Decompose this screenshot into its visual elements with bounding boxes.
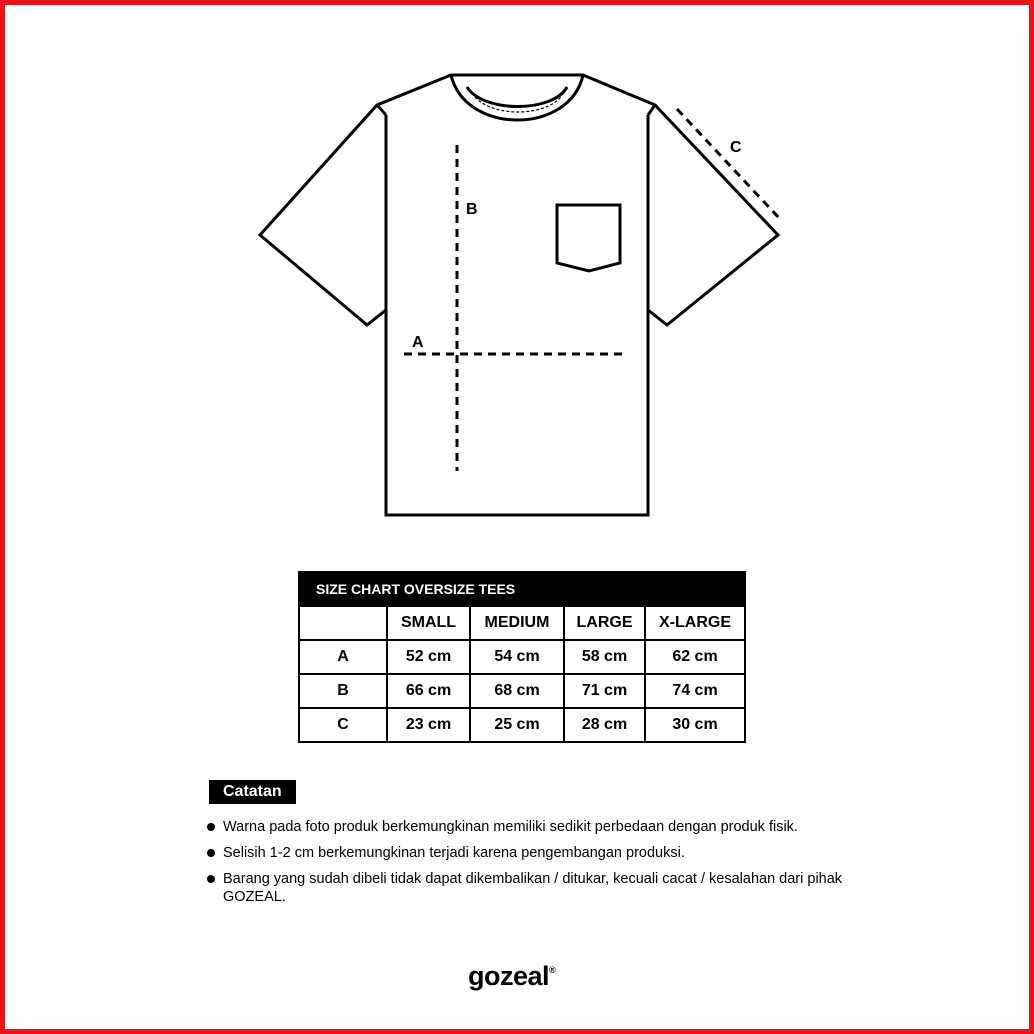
header-cell-empty [299,606,387,640]
note-text: Selisih 1-2 cm berkemungkinan terjadi karena pengembangan produksi. [223,845,685,861]
header-cell-small: SMALL [387,606,470,640]
table-cell: 68 cm [470,674,564,708]
table-row [299,708,745,742]
tshirt-outline [260,75,778,515]
note-text: Warna pada foto produk berkemungkinan memiliki sedikit perbedaan dengan produk fisik. [223,819,798,835]
header-cell-medium: MEDIUM [470,606,564,640]
table-cell: 58 cm [564,640,645,674]
size-chart-table [298,571,746,743]
measure-label-c: C [730,139,742,156]
row-label: A [299,640,387,674]
table-cell: 74 cm [645,674,745,708]
right-shoulder-seam [648,105,655,115]
bullet-icon [207,823,215,831]
table-cell: 25 cm [470,708,564,742]
notes-title: Catatan [209,780,296,804]
notes-list [205,818,845,914]
list-item [205,844,845,862]
table-cell: 71 cm [564,674,645,708]
chest-pocket [557,205,620,271]
table-cell: 66 cm [387,674,470,708]
table-cell: 30 cm [645,708,745,742]
tshirt-diagram [5,5,1029,565]
measure-line-c [677,109,780,219]
table-cell: 54 cm [470,640,564,674]
registered-mark: ® [549,965,556,975]
left-shoulder-seam [377,105,386,115]
row-label: B [299,674,387,708]
measure-label-b: B [466,201,478,218]
table-cell: 52 cm [387,640,470,674]
header-cell-xlarge: X-LARGE [645,606,745,640]
table-cell: 62 cm [645,640,745,674]
table-cell: 23 cm [387,708,470,742]
gozeal-logo [468,961,555,992]
collar-outer [451,75,583,120]
bullet-icon [207,849,215,857]
header-cell-large: LARGE [564,606,645,640]
table-row [299,640,745,674]
table-row [299,674,745,708]
bullet-icon [207,875,215,883]
logo-text: gozeal [468,961,550,991]
size-chart-title: SIZE CHART OVERSIZE TEES [299,572,745,606]
collar-stitch [475,97,561,112]
list-item [205,818,845,836]
note-text: Barang yang sudah dibeli tidak dapat dikembalikan / ditukar, kecuali cacat / kesalahan dari pihak GOZEAL. [223,871,843,905]
table-cell: 28 cm [564,708,645,742]
list-item [205,870,845,906]
row-label: C [299,708,387,742]
measure-label-a: A [412,334,424,351]
size-chart-header-row [299,606,745,640]
